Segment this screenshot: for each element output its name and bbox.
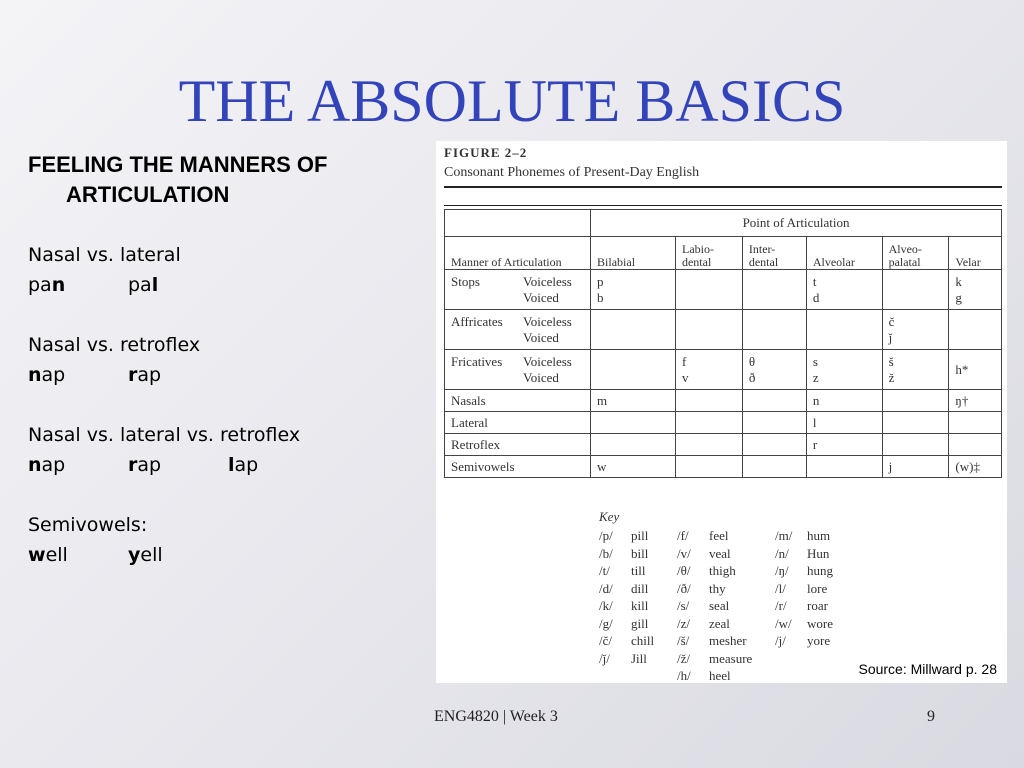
phoneme-cell — [742, 390, 806, 412]
phoneme-cell — [949, 412, 1002, 434]
phoneme-cell — [591, 350, 676, 390]
key-entry: /j/ yore — [775, 633, 831, 648]
key-entry: /p/ pill — [599, 528, 649, 543]
column-header: Velar — [949, 237, 1002, 270]
phoneme-cell: š ž — [882, 350, 949, 390]
column-header: Alveo- palatal — [882, 237, 949, 270]
example-word: pan — [28, 274, 66, 296]
phoneme-cell: (w)‡ — [949, 456, 1002, 478]
manner-label: Stops — [451, 273, 480, 289]
example-word: lap — [228, 454, 259, 476]
phoneme-cell: č ǰ — [882, 310, 949, 350]
key-column — [677, 527, 752, 685]
manner-header: Manner of Articulation — [445, 237, 591, 270]
phoneme-cell — [591, 412, 676, 434]
key-title: Key — [599, 509, 620, 524]
key-entry: /g/ gill — [599, 615, 649, 631]
example-word: pal — [128, 274, 159, 296]
figure-rule — [444, 205, 1002, 206]
key-entry: /l/ lore — [775, 580, 828, 596]
example-word: nap — [28, 454, 66, 476]
phoneme-cell: θ ð — [742, 350, 806, 390]
example-word: nap — [28, 364, 66, 386]
manner-label: Retroflex — [451, 436, 501, 452]
phoneme-cell — [882, 412, 949, 434]
key-entry: /w/ wore — [775, 615, 833, 631]
phoneme-cell — [949, 310, 1002, 350]
phoneme-cell: s z — [806, 350, 882, 390]
source-credit: Source: Millward p. 28 — [858, 661, 997, 677]
word-row — [28, 450, 428, 480]
key-entry: /ŋ/ hung — [775, 563, 833, 578]
table-row — [445, 350, 1002, 390]
phoneme-cell — [675, 434, 742, 456]
key-entry: /ð/ thy — [677, 580, 726, 596]
phoneme-cell: l — [806, 412, 882, 434]
phoneme-cell: p b — [591, 270, 676, 310]
phoneme-cell: w — [591, 456, 676, 478]
phoneme-cell: j — [882, 456, 949, 478]
phoneme-cell — [742, 270, 806, 310]
page-number: 9 — [927, 708, 935, 725]
group-label: Nasal vs. retroflex — [28, 334, 201, 356]
phoneme-cell — [806, 310, 882, 350]
figure-label: FIGURE 2–2 — [444, 145, 528, 160]
phoneme-cell: t d — [806, 270, 882, 310]
key-entry: /ž/ measure — [677, 650, 753, 666]
phoneme-cell — [882, 390, 949, 412]
figure-rule — [444, 186, 1002, 188]
key-entry: /d/ dill — [599, 580, 649, 596]
key-entry: /f/ feel — [677, 528, 729, 543]
phoneme-cell — [742, 434, 806, 456]
column-header: Alveolar — [806, 237, 882, 270]
key-entry: /m/ hum — [775, 528, 831, 543]
footer-course: ENG4820 | Week 3 — [434, 708, 558, 725]
table-row — [445, 456, 1002, 478]
manner-label: Nasals — [451, 392, 486, 408]
word-row — [28, 360, 428, 390]
example-word: well — [28, 544, 68, 566]
key-entry: /t/ till — [599, 563, 646, 578]
phoneme-cell: m — [591, 390, 676, 412]
key-column — [599, 527, 654, 667]
key-entry: /b/ bill — [599, 545, 649, 561]
column-header: Labio- dental — [675, 237, 742, 270]
column-header: Bilabial — [591, 237, 676, 270]
key-entry: /h/ heel — [677, 668, 731, 683]
group-label: Nasal vs. lateral — [28, 244, 181, 266]
phoneme-cell — [675, 456, 742, 478]
phoneme-cell: k g — [949, 270, 1002, 310]
point-of-articulation-header: Point of Articulation — [591, 210, 1002, 237]
corner-cell — [445, 210, 591, 237]
phoneme-cell: r — [806, 434, 882, 456]
example-word: rap — [128, 364, 162, 386]
voicing-label: Voiceless Voiced — [523, 273, 572, 305]
left-text-column — [28, 150, 428, 570]
phoneme-cell — [742, 310, 806, 350]
slide-title: THE ABSOLUTE BASICS — [178, 68, 846, 134]
column-header: Inter- dental — [742, 237, 806, 270]
section-heading: FEELING THE MANNERS OF ARTICULATION — [28, 152, 328, 207]
figure-caption: Consonant Phonemes of Present-Day English — [444, 165, 700, 180]
word-row — [28, 540, 428, 570]
phoneme-cell — [591, 310, 676, 350]
key-entry: /č/ chill — [599, 633, 655, 648]
phoneme-cell — [675, 390, 742, 412]
key-entry: /θ/ thigh — [677, 563, 736, 578]
key-entry: /r/ roar — [775, 598, 828, 613]
phoneme-table — [444, 209, 1002, 478]
example-word: yell — [128, 544, 163, 566]
table-row — [445, 434, 1002, 456]
table-row — [445, 270, 1002, 310]
key-entry: /š/ mesher — [677, 633, 747, 648]
phoneme-cell — [675, 412, 742, 434]
group-label: Nasal vs. lateral vs. retroflex — [28, 424, 301, 446]
manner-label: Affricates — [451, 313, 503, 329]
phoneme-cell — [742, 412, 806, 434]
phoneme-cell: h* — [949, 350, 1002, 390]
figure-image — [436, 141, 1007, 683]
table-row — [445, 390, 1002, 412]
voicing-label: Voiceless Voiced — [523, 313, 572, 345]
phoneme-cell: ŋ† — [949, 390, 1002, 412]
phoneme-cell — [949, 434, 1002, 456]
phoneme-cell — [675, 270, 742, 310]
key-entry: /z/ zeal — [677, 615, 730, 631]
phoneme-cell — [882, 270, 949, 310]
example-word: rap — [128, 454, 162, 476]
voicing-label: Voiceless Voiced — [523, 353, 572, 385]
word-row — [28, 270, 428, 300]
key-entry: /s/ seal — [677, 598, 730, 613]
manner-label: Lateral — [451, 414, 488, 430]
key-entry: /k/ kill — [599, 598, 649, 613]
group-label: Semivowels: — [28, 514, 148, 536]
phoneme-cell: f v — [675, 350, 742, 390]
key-entry: /v/ veal — [677, 545, 731, 561]
phoneme-cell — [675, 310, 742, 350]
manner-label: Fricatives — [451, 353, 503, 369]
key-column — [775, 527, 833, 650]
phoneme-cell — [591, 434, 676, 456]
phoneme-cell — [806, 456, 882, 478]
phoneme-key — [599, 509, 833, 683]
table-row — [445, 310, 1002, 350]
phoneme-cell — [882, 434, 949, 456]
manner-label: Semivowels — [451, 458, 515, 474]
key-entry: /ǰ/ Jill — [599, 650, 647, 666]
key-entry: /n/ Hun — [775, 545, 830, 561]
table-row — [445, 412, 1002, 434]
phoneme-cell: n — [806, 390, 882, 412]
phoneme-cell — [742, 456, 806, 478]
